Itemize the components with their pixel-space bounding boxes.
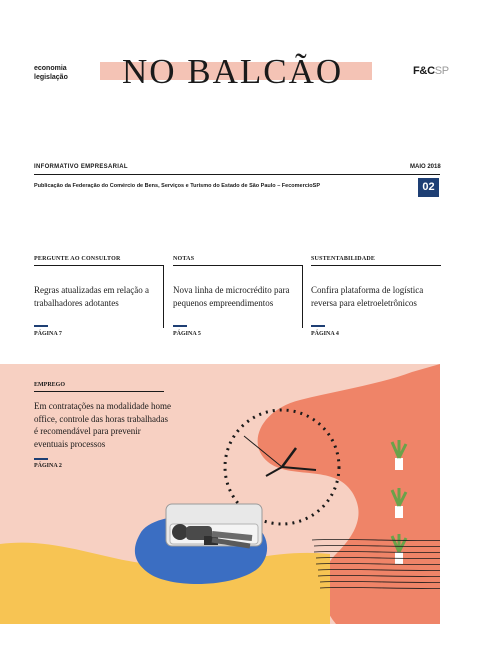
column-section: NOTAS xyxy=(173,256,303,266)
tag-legislacao: legislação xyxy=(34,74,68,81)
feature-section: EMPREGO xyxy=(34,382,164,392)
column-headline[interactable]: Nova linha de microcrédito para pequenos empreendimentos xyxy=(173,285,290,308)
issue-number-badge: 02 xyxy=(418,178,439,197)
accent-bar xyxy=(34,325,48,327)
column-divider xyxy=(302,266,303,328)
column-section: PERGUNTE AO CONSULTOR xyxy=(34,256,164,266)
page-reference: PÁGINA 7 xyxy=(34,331,62,337)
column-notas[interactable] xyxy=(173,256,303,337)
issue-date: MAIO 2018 xyxy=(410,164,441,170)
info-rule xyxy=(34,174,440,175)
feature-page-reference: PÁGINA 2 xyxy=(34,463,62,469)
accent-bar xyxy=(34,458,48,460)
feature-headline[interactable]: Em contratações na modalidade home office, controle das horas trabalhadas é recomendável para prevenir eventuais processos xyxy=(34,401,171,449)
person-on-sofa-photo xyxy=(166,504,262,546)
logo-main: F&C xyxy=(413,65,435,77)
column-headline[interactable]: Regras atualizadas em relação a trabalhadores adotantes xyxy=(34,285,149,308)
page-reference: PÁGINA 5 xyxy=(173,331,201,337)
column-consultor[interactable] xyxy=(34,256,164,337)
logo-sp: SP xyxy=(434,65,449,77)
column-section: SUSTENTABILIDADE xyxy=(311,256,441,266)
column-sustentabilidade[interactable] xyxy=(311,256,441,337)
newsletter-title: NO BALCÃO xyxy=(122,52,344,91)
masthead-tags xyxy=(34,64,68,82)
column-headline[interactable]: Confira plataforma de logística reversa para eletroeletrônicos xyxy=(311,285,424,308)
publication-line: Publicação da Federação do Comércio de Bens, Serviços e Turismo do Estado de São Paulo – FecomercioSP xyxy=(34,183,320,189)
column-divider xyxy=(163,266,164,328)
info-label: INFORMATIVO EMPRESARIAL xyxy=(34,164,128,170)
page-reference: PÁGINA 4 xyxy=(311,331,339,337)
accent-bar xyxy=(311,325,325,327)
accent-bar xyxy=(173,325,187,327)
fecomercio-logo xyxy=(413,65,449,77)
tag-economia: economia xyxy=(34,65,67,72)
